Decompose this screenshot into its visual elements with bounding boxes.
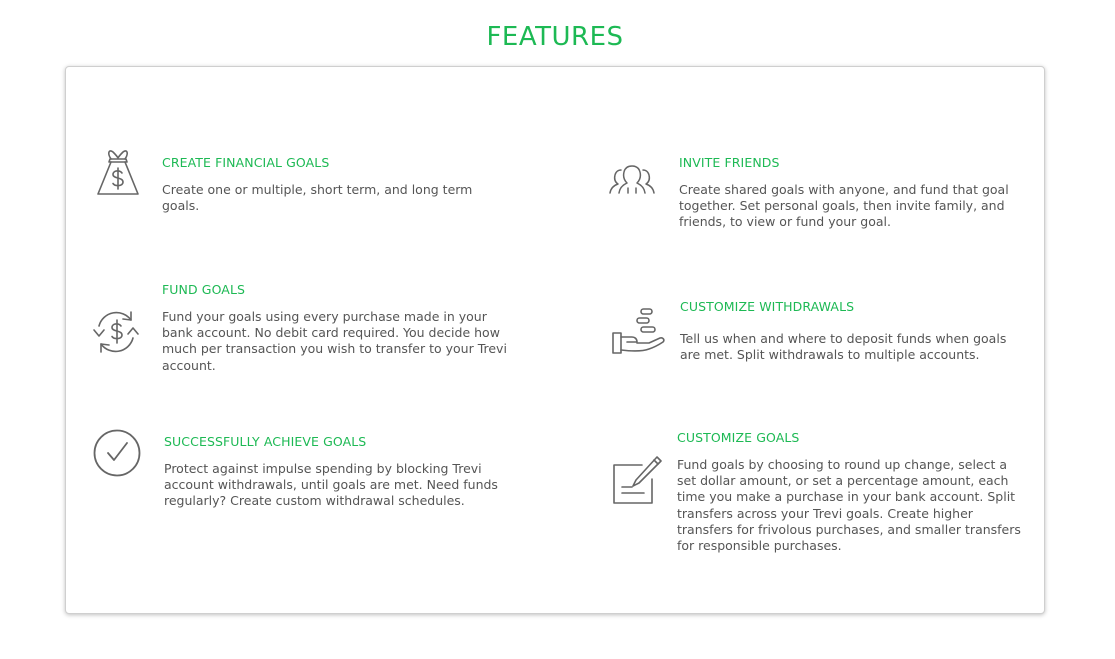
edit-document-icon (612, 455, 664, 507)
feature-description: Create shared goals with anyone, and fund that goal together. Set personal goals, then invite family, and friends, to view or fund your goal. (679, 182, 1009, 230)
group-people-icon (608, 163, 656, 197)
features-card (65, 66, 1045, 614)
feature-description: Fund goals by choosing to round up change, select a set dollar amount, or set a percentage amount, each time you make a purchase in your bank account. Split transfers across your Trevi goals. Create higher transfers for frivolous purchases, and smaller transfers for responsible purchases. (677, 457, 1021, 554)
feature-title: CUSTOMIZE GOALS (677, 430, 800, 445)
feature-description: Fund your goals using every purchase made in your bank account. No debit card required. You decide how much per transaction you wish to transfer to your Trevi account. (162, 309, 507, 373)
feature-title: CUSTOMIZE WITHDRAWALS (680, 299, 855, 314)
feature-description: Protect against impulse spending by blocking Trevi account withdrawals, until goals are met. Need funds regularly? Create custom withdrawal schedules. (164, 461, 498, 509)
hand-coins-icon (611, 307, 667, 357)
feature-title: SUCCESSFULLY ACHIEVE GOALS (164, 434, 367, 449)
page-title: FEATURES (486, 22, 624, 52)
feature-description: Create one or multiple, short term, and long term goals. (162, 182, 473, 214)
exchange-dollar-icon (90, 307, 142, 357)
feature-description: Tell us when and where to deposit funds when goals are met. Split withdrawals to multiple accounts. (680, 331, 1007, 363)
feature-title: INVITE FRIENDS (679, 155, 780, 170)
money-bag-icon (94, 147, 142, 199)
checkmark-circle-icon (92, 428, 142, 478)
feature-title: FUND GOALS (162, 282, 246, 297)
feature-title: CREATE FINANCIAL GOALS (162, 155, 330, 170)
